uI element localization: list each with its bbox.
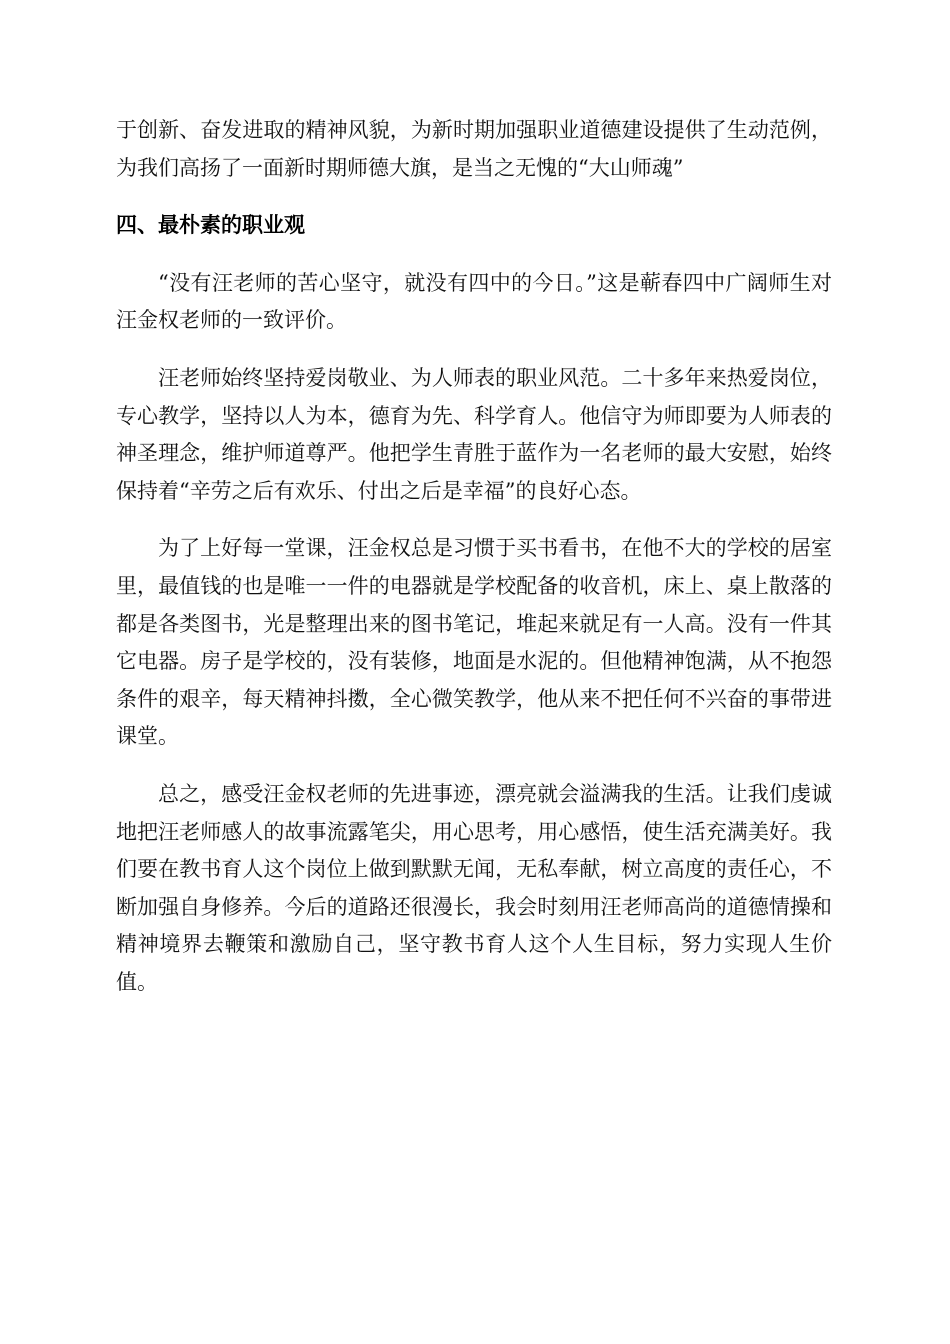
document-body — [116, 112, 832, 1021]
paragraph-quote: “没有汪老师的苦心坚守，就没有四中的今日。”这是蕲春四中广阔师生对汪金权老师的一致评价。 — [116, 270, 832, 333]
paragraph-living-conditions: 为了上好每一堂课，汪金权总是习惯于买书看书，在他不大的学校的居室里，最值钱的也是唯一一件的电器就是学校配备的收音机，床上、桌上散落的都是各类图书，光是整理出来的图书笔记，堆起来就足有一人高。没有一件其它电器。房子是学校的，没有装修，地面是水泥的。但他精神饱满，从不抱怨条件的艰辛，每天精神抖擞，全心微笑教学，他从来不把任何不兴奋的事带进课堂。 — [116, 536, 832, 749]
paragraph-professional-ethics: 汪老师始终坚持爱岗敬业、为人师表的职业风范。二十多年来热爱岗位，专心教学，坚持以人为本，德育为先、科学育人。他信守为师即要为人师表的神圣理念，维护师道尊严。他把学生青胜于蓝作为一名老师的最大安慰，始终保持着“辛劳之后有欢乐、付出之后是幸福”的良好心态。 — [116, 365, 832, 503]
continued-paragraph: 于创新、奋发进取的精神风貌，为新时期加强职业道德建设提供了生动范例，为我们高扬了一面新时期师德大旗，是当之无愧的“大山师魂” — [116, 118, 832, 180]
paragraph-conclusion: 总之，感受汪金权老师的先进事迹，漂亮就会溢满我的生活。让我们虔诚地把汪老师感人的故事流露笔尖，用心思考，用心感悟，使生活充满美好。我们要在教书育人这个岗位上做到默默无闻，无私奉献，树立高度的责任心，不断加强自身修养。今后的道路还很漫长，我会时刻用汪老师高尚的道德情操和精神境界去鞭策和激励自己，坚守教书育人这个人生目标，努力实现人生价值。 — [116, 781, 832, 994]
section-heading: 四、最朴素的职业观 — [116, 213, 305, 238]
